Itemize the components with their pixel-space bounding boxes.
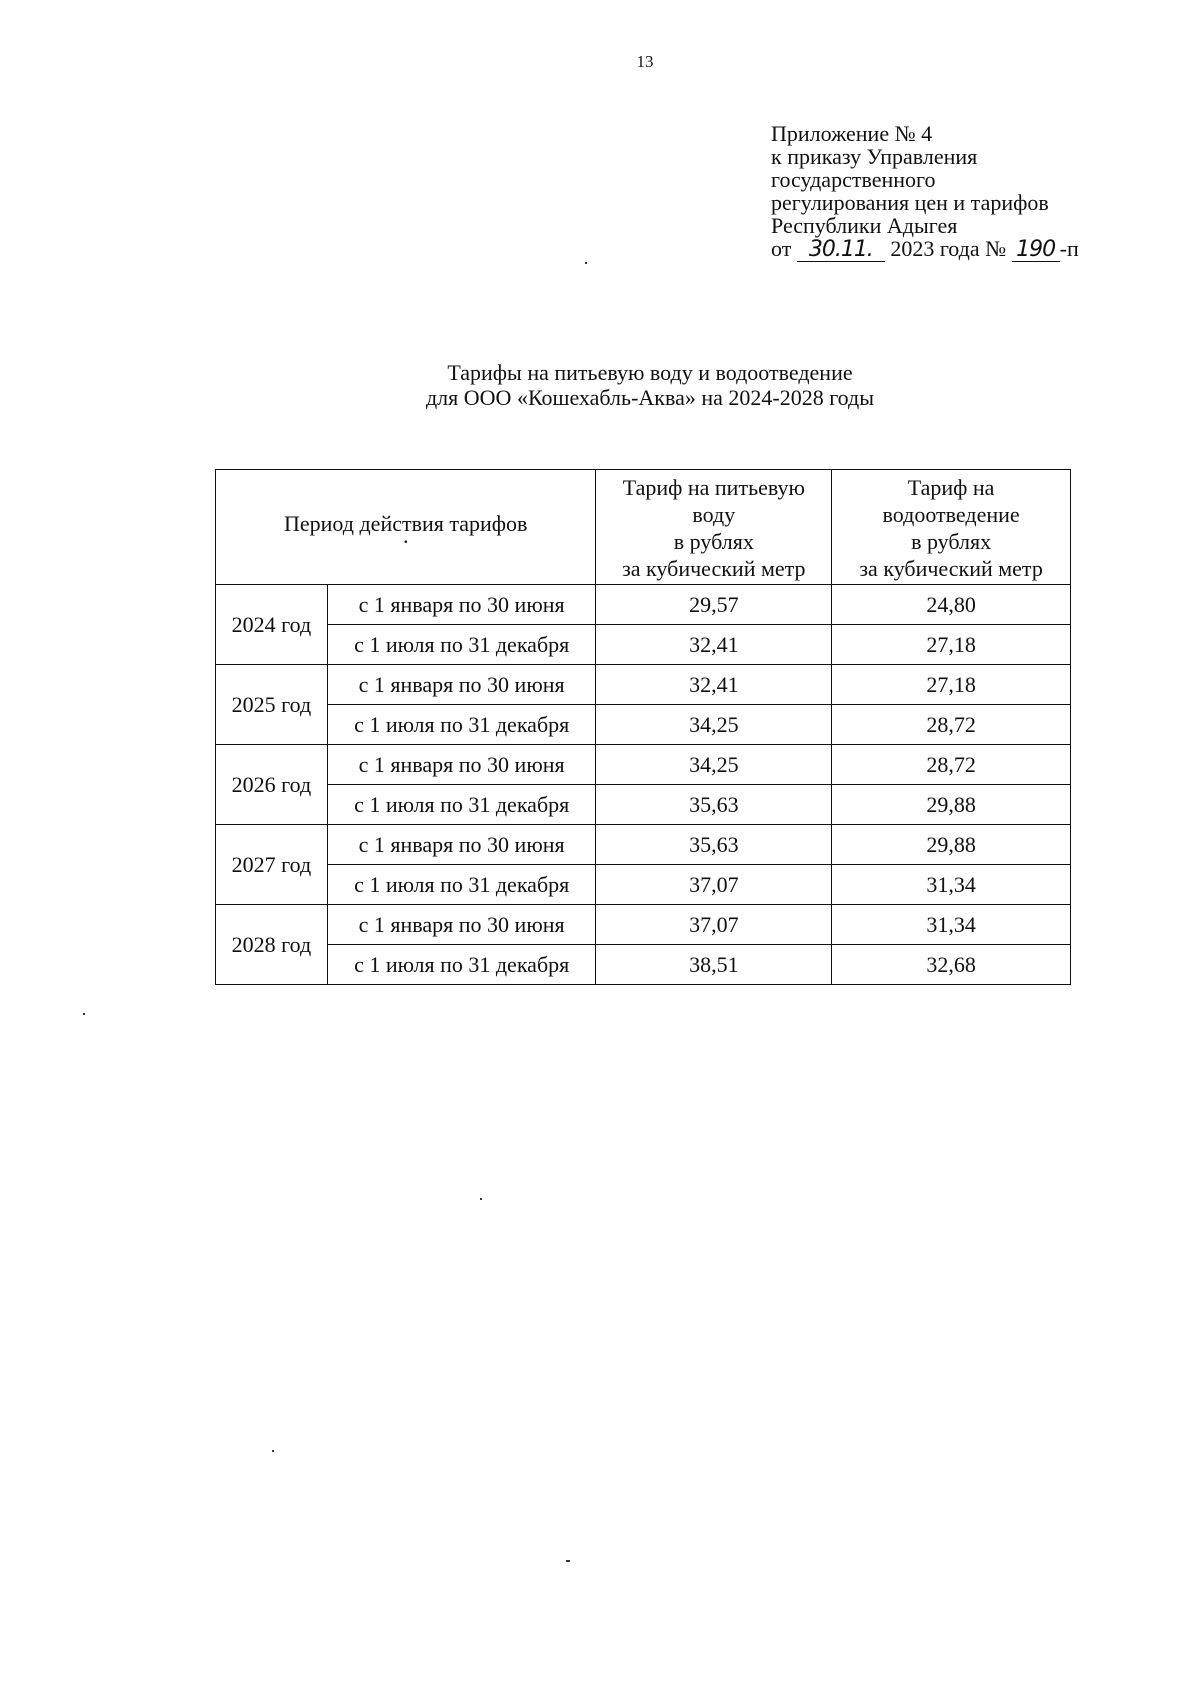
period-cell: с 1 января по 30 июня bbox=[327, 905, 596, 945]
water-tariff-cell: 38,51 bbox=[596, 945, 832, 985]
water-tariff-cell: 32,41 bbox=[596, 625, 832, 665]
number-suffix: -п bbox=[1059, 236, 1079, 261]
table-row bbox=[216, 625, 1071, 665]
water-tariff-cell: 29,57 bbox=[596, 585, 832, 625]
header-period bbox=[216, 470, 596, 585]
scan-speck bbox=[566, 1560, 570, 1562]
period-cell: с 1 июля по 31 декабря bbox=[327, 865, 596, 905]
appendix-line: Республики Адыгея bbox=[771, 213, 958, 238]
header-dot: · bbox=[402, 528, 410, 554]
appendix-line: Приложение № 4 bbox=[771, 121, 933, 146]
header-water bbox=[596, 470, 832, 585]
sewage-tariff-cell: 27,18 bbox=[832, 625, 1071, 665]
appendix-line: государственного bbox=[771, 167, 936, 192]
date-suffix: 2023 года № bbox=[890, 236, 1007, 261]
header-sewage-line: Тариф на bbox=[907, 475, 995, 500]
year-cell: 2027 год bbox=[216, 825, 328, 905]
scan-speck bbox=[83, 1013, 85, 1015]
date-prefix: от bbox=[771, 236, 792, 261]
scan-speck bbox=[272, 1450, 274, 1452]
period-cell: с 1 января по 30 июня bbox=[327, 665, 596, 705]
water-tariff-cell: 34,25 bbox=[596, 745, 832, 785]
water-tariff-cell: 32,41 bbox=[596, 665, 832, 705]
water-tariff-cell: 34,25 bbox=[596, 705, 832, 745]
header-sewage-line: за кубический метр bbox=[859, 556, 1043, 581]
handwritten-order-number: 190 bbox=[1012, 238, 1060, 262]
appendix-block bbox=[771, 122, 1171, 262]
table-row bbox=[216, 665, 1071, 705]
table-row bbox=[216, 585, 1071, 625]
header-period-label: Период действия тарифов bbox=[284, 510, 528, 536]
scan-speck bbox=[480, 1198, 482, 1200]
year-cell: 2028 год bbox=[216, 905, 328, 985]
header-sewage-line: в рублях bbox=[911, 529, 992, 554]
sewage-tariff-cell: 29,88 bbox=[832, 825, 1071, 865]
water-tariff-cell: 37,07 bbox=[596, 865, 832, 905]
period-cell: с 1 января по 30 июня bbox=[327, 745, 596, 785]
page-number: 13 bbox=[636, 52, 654, 71]
sewage-tariff-cell: 28,72 bbox=[832, 705, 1071, 745]
table-row bbox=[216, 785, 1071, 825]
sewage-tariff-cell: 31,34 bbox=[832, 905, 1071, 945]
period-cell: с 1 июля по 31 декабря bbox=[327, 785, 596, 825]
appendix-line: регулирования цен и тарифов bbox=[771, 190, 1049, 215]
period-cell: с 1 июля по 31 декабря bbox=[327, 625, 596, 665]
header-sewage bbox=[832, 470, 1071, 585]
header-water-line: в рублях bbox=[673, 529, 754, 554]
title-line-2: для ООО «Кошехабль-Аква» на 2024-2028 годы bbox=[425, 385, 875, 410]
appendix-line: к приказу Управления bbox=[771, 144, 978, 169]
table-row bbox=[216, 945, 1071, 985]
water-tariff-cell: 35,63 bbox=[596, 785, 832, 825]
sewage-tariff-cell: 29,88 bbox=[832, 785, 1071, 825]
period-cell: с 1 января по 30 июня bbox=[327, 585, 596, 625]
sewage-tariff-cell: 32,68 bbox=[832, 945, 1071, 985]
scan-speck bbox=[585, 262, 587, 264]
handwritten-date: 30.11. bbox=[797, 238, 885, 262]
period-cell: с 1 июля по 31 декабря bbox=[327, 705, 596, 745]
table-row bbox=[216, 705, 1071, 745]
header-water-line: за кубический метр bbox=[622, 556, 806, 581]
document-title bbox=[300, 360, 1000, 410]
appendix-date-line bbox=[771, 237, 1171, 262]
water-tariff-cell: 37,07 bbox=[596, 905, 832, 945]
title-line-1: Тарифы на питьевую воду и водоотведение bbox=[447, 360, 853, 385]
sewage-tariff-cell: 27,18 bbox=[832, 665, 1071, 705]
period-cell: с 1 июля по 31 декабря bbox=[327, 945, 596, 985]
header-sewage-line: водоотведение bbox=[882, 502, 1020, 527]
table-row bbox=[216, 825, 1071, 865]
table-row bbox=[216, 745, 1071, 785]
sewage-tariff-cell: 31,34 bbox=[832, 865, 1071, 905]
period-cell: с 1 января по 30 июня bbox=[327, 825, 596, 865]
year-cell: 2024 год bbox=[216, 585, 328, 665]
year-cell: 2025 год bbox=[216, 665, 328, 745]
table-header-row bbox=[216, 470, 1071, 585]
sewage-tariff-cell: 24,80 bbox=[832, 585, 1071, 625]
sewage-tariff-cell: 28,72 bbox=[832, 745, 1071, 785]
table-row bbox=[216, 865, 1071, 905]
table-row bbox=[216, 905, 1071, 945]
year-cell: 2026 год bbox=[216, 745, 328, 825]
header-water-line: воду bbox=[692, 502, 736, 527]
header-water-line: Тариф на питьевую bbox=[622, 475, 805, 500]
tariffs-table bbox=[215, 469, 1071, 985]
water-tariff-cell: 35,63 bbox=[596, 825, 832, 865]
